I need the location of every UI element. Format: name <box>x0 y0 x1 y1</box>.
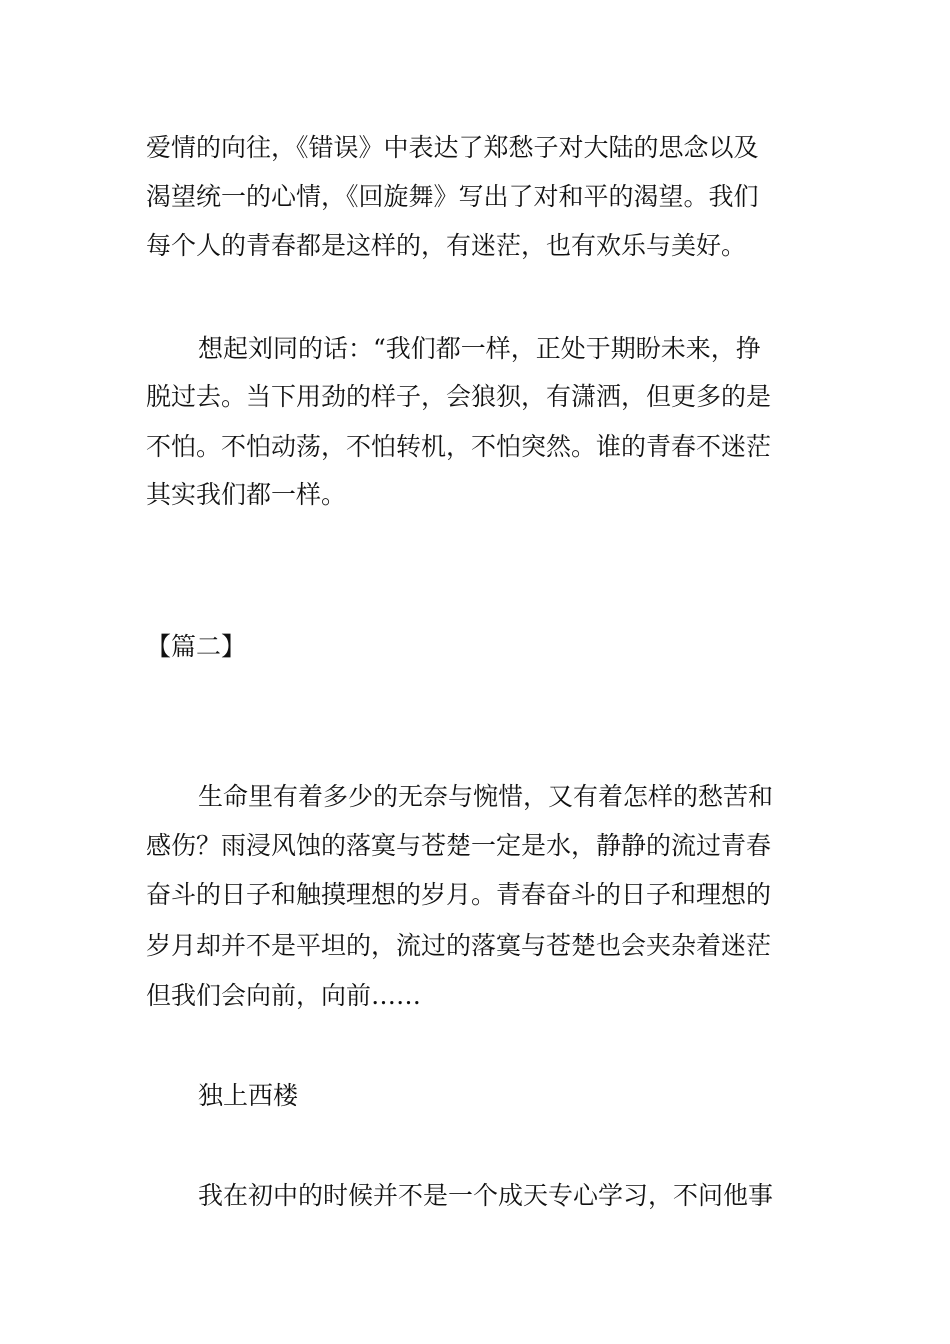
subtitle: 独上西楼 <box>198 1081 299 1110</box>
paragraph-2-line-3: 不怕。不怕动荡，不怕转机，不怕突然。谁的青春不迷茫 <box>146 432 772 461</box>
paragraph-3-line-3: 奋斗的日子和触摸理想的岁月。青春奋斗的日子和理想的 <box>146 880 772 909</box>
paragraph-1-line-2: 渴望统一的心情，《回旋舞》写出了对和平的渴望。我们 <box>146 182 759 211</box>
paragraph-2-line-1: 想起刘同的话：“我们都一样，正处于期盼未来，挣 <box>198 334 761 363</box>
section-heading: 【篇二】 <box>146 632 247 661</box>
paragraph-4-line-1: 我在初中的时候并不是一个成天专心学习，不问他事 <box>198 1181 774 1210</box>
paragraph-3-line-4: 岁月却并不是平坦的，流过的落寞与苍楚也会夹杂着迷茫 <box>146 931 772 960</box>
paragraph-3-line-2: 感伤？雨浸风蚀的落寞与苍楚一定是水，静静的流过青春 <box>146 831 772 860</box>
paragraph-3-line-1: 生命里有着多少的无奈与惋惜，又有着怎样的愁苦和 <box>198 782 774 811</box>
paragraph-3-line-5: 但我们会向前，向前…… <box>146 981 422 1010</box>
paragraph-1-line-1: 爱情的向往，《错误》中表达了郑愁子对大陆的思念以及 <box>146 133 759 162</box>
paragraph-2-line-2: 脱过去。当下用劲的样子，会狼狈，有潇洒，但更多的是 <box>146 382 772 411</box>
paragraph-1-line-3: 每个人的青春都是这样的，有迷茫，也有欢乐与美好。 <box>146 231 747 260</box>
paragraph-2-line-4: 其实我们都一样。 <box>146 480 347 509</box>
